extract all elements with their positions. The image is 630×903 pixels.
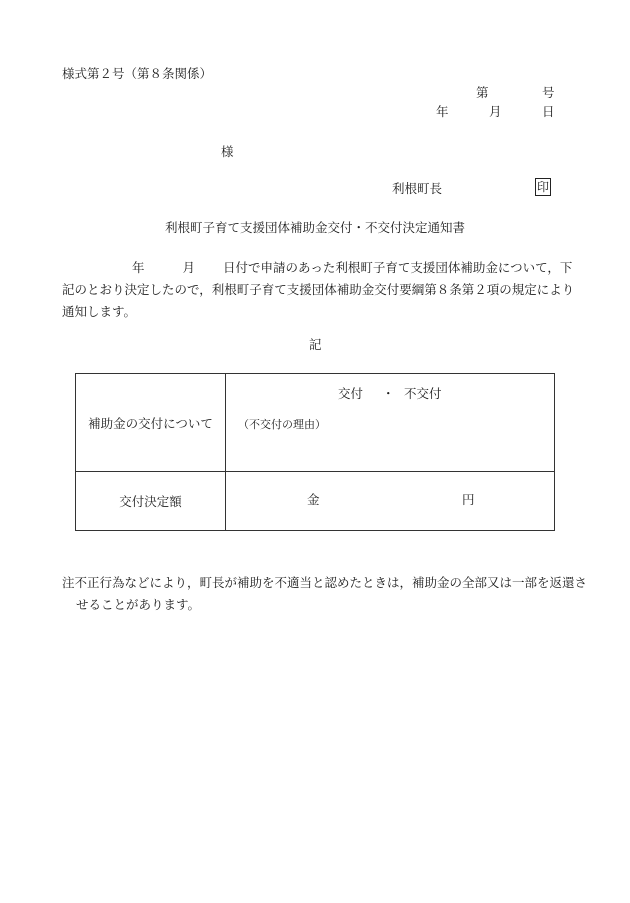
note-mark: 注 [62,575,75,590]
document-title: 利根町子育て支援団体補助金交付・不交付決定通知書 [164,220,465,235]
amount-kin: 金 [307,492,320,507]
choice-grant: 交付 [338,386,364,401]
seal-text: 印 [537,180,550,194]
doc-no-prefix: 第 [476,85,489,100]
body-year: 年 [132,260,145,275]
seal-mark [535,181,551,194]
amount-label-cell [76,472,226,531]
ki-heading: 記 [309,337,322,352]
date-day: 日 [542,104,555,119]
decision-table [75,373,555,531]
deny-reason-label: （不交付の理由） [238,418,326,431]
choice-separator: ・ [382,386,395,401]
grant-label-cell [76,374,226,472]
form-number: 様式第２号（第８条関係） [62,66,213,81]
issuer-name: 利根町長 [392,181,443,196]
note-text: 不正行為などにより，町長が補助を不適当と認めたときは，補助金の全部又は一部を返還させることがあります。 [74,575,588,612]
doc-no-suffix: 号 [542,85,555,100]
amount-value-cell [226,472,555,531]
body-month: 月 [182,260,196,275]
table-row [76,472,555,531]
grant-choice-cell [226,374,555,472]
choice-deny: 不交付 [404,386,442,401]
addressee-sama: 様 [221,144,234,159]
date-year: 年 [436,104,449,119]
amount-yen: 円 [462,492,475,507]
body-paragraph [62,257,582,323]
date-month: 月 [489,104,502,119]
table-row [76,374,555,472]
note-paragraph [62,572,596,616]
grant-label: 補助金の交付について [88,415,213,431]
body-text: 日付で申請のあった利根町子育て支援団体補助金について，下記のとおり決定したので，利根町子育て支援団体補助金交付要綱第８条第２項の規定により通知します。 [62,260,575,319]
amount-label: 交付決定額 [119,494,182,509]
